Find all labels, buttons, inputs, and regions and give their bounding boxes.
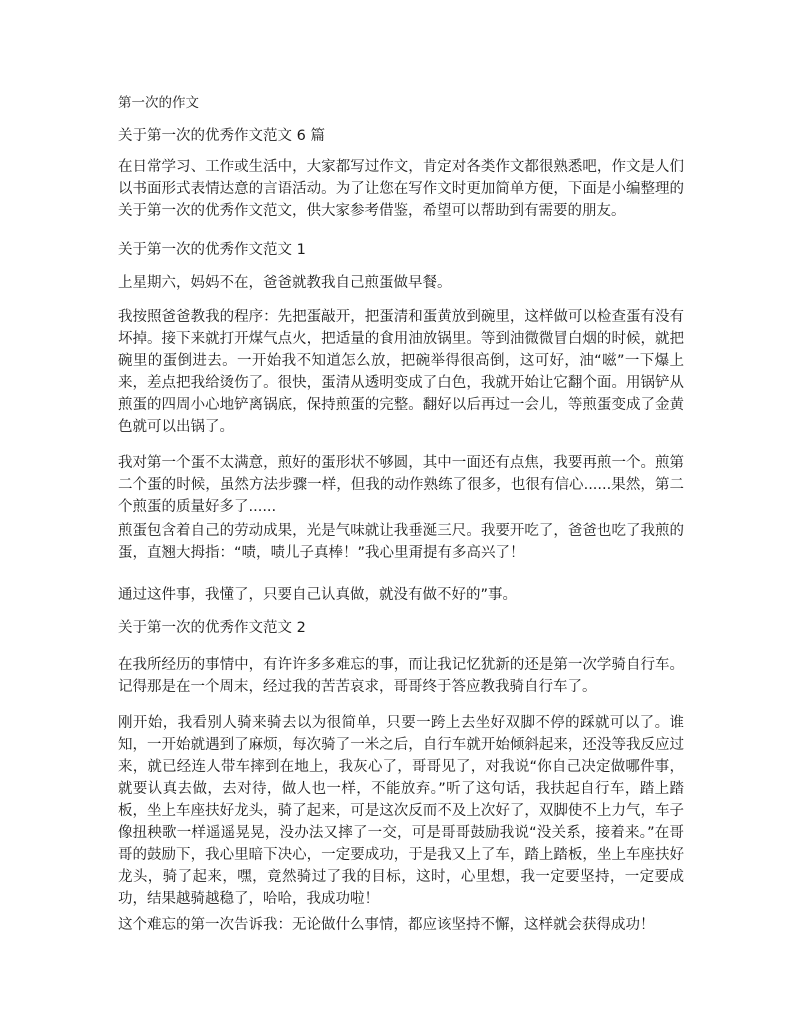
essay2-heading: 关于第一次的优秀作文范文 2: [118, 620, 306, 636]
document-title: 第一次的作文: [118, 95, 199, 111]
intro-paragraph: 在日常学习、工作或生活中，大家都写过作文，肯定对各类作文都很熟悉吧，作文是人们以书面形式表情达意的言语活动。为了让您在写作文时更加简单方便，下面是小编整理的关于第一次的优秀作文范文，供大家参考借鉴，希望可以帮助到有需要的朋友。: [118, 159, 684, 219]
essay1-paragraph-4: 煎蛋包含着自己的劳动成果，光是气味就让我垂涎三尺。我要开吃了，爸爸也吃了我煎的蛋，直翘大拇指：“啧，啧儿子真棒！”我心里甭提有多高兴了！: [118, 523, 684, 561]
main-heading: 关于第一次的优秀作文范文 6 篇: [118, 128, 325, 144]
essay1-heading: 关于第一次的优秀作文范文 1: [118, 242, 306, 258]
essay2-paragraph-2: 刚开始，我看别人骑来骑去以为很简单，只要一跨上去坐好双脚不停的踩就可以了。谁知，一开始就遇到了麻烦，每次骑了一米之后，自行车就开始倾斜起来，还没等我反应过来，就已经连人带车摔到在地上，我灰心了，哥哥见了，对我说“你自己决定做哪件事，就要认真去做，去对待，做人也一样，不能放弃。”听了这句话，我扶起自行车，踏上踏板，坐上车座扶好龙头，骑了起来，可是这次反而不及上次好了，双脚使不上力气，车子像扭秧歌一样遥遥晃晃，没办法又摔了一交，可是哥哥鼓励我说“没关系，接着来。”在哥哥的鼓励下，我心里暗下决心，一定要成功，于是我又上了车，踏上踏板，坐上车座扶好龙头，骑了起来，嘿，竟然骑过了我的目标，这时，心里想，我一定要坚持，一定要成功，结果越骑越稳了，哈哈，我成功啦！: [118, 715, 684, 907]
essay1-paragraph-1: 上星期六，妈妈不在，爸爸就教我自己煎蛋做早餐。: [118, 275, 452, 291]
essay2-paragraph-3: 这个难忘的第一次告诉我：无论做什么事情，都应该坚持不懈，这样就会获得成功！: [118, 917, 655, 933]
essay1-paragraph-3: 我对第一个蛋不太满意，煎好的蛋形状不够圆，其中一面还有点焦，我要再煎一个。煎第二个蛋的时候，虽然方法步骤一样，但我的动作熟练了很多，也很有信心......果然，第二个煎蛋的质量好多了......: [118, 455, 684, 515]
essay1-paragraph-2: 我按照爸爸教我的程序：先把蛋敲开，把蛋清和蛋黄放到碗里，这样做可以检查蛋有没有坏掉。接下来就打开煤气点火，把适量的食用油放锅里。等到油微微冒白烟的时候，就把碗里的蛋倒进去。一开始我不知道怎么放，把碗举得很高倒，这可好，油“嗞”一下爆上来，差点把我给烫伤了。很快，蛋清从透明变成了白色，我就开始让它翻个面。用锅铲从煎蛋的四周小心地铲离锅底，保持煎蛋的完整。翻好以后再过一会儿，等煎蛋变成了金黄色就可以出锅了。: [118, 309, 684, 435]
essay2-paragraph-1: 在我所经历的事情中，有许许多多难忘的事，而让我记忆犹新的还是第一次学骑自行车。记得那是在一个周末，经过我的苦苦哀求，哥哥终于答应教我骑自行车了。: [118, 657, 684, 695]
essay1-paragraph-5: 通过这件事，我懂了，只要自己认真做，就没有做不好的”事。: [118, 587, 518, 603]
